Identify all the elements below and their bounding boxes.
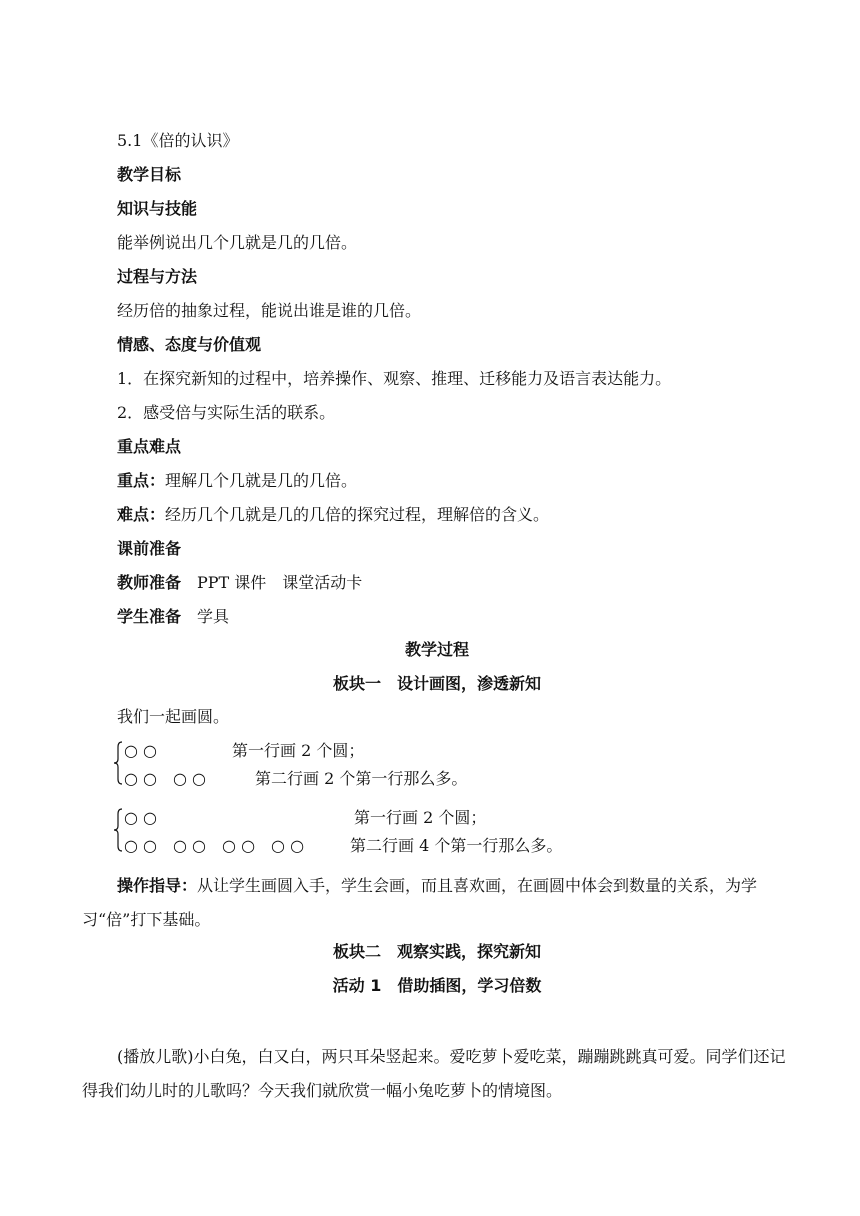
- goals-heading: 教学目标: [117, 165, 182, 184]
- guide-label: 操作指导：: [117, 876, 198, 895]
- teacher-prep-label: 教师准备: [117, 573, 182, 592]
- brace-icon: [113, 808, 123, 852]
- difficult-label: 难点：: [117, 505, 166, 524]
- student-prep-label: 学生准备: [117, 607, 182, 626]
- prep-heading: 课前准备: [117, 539, 182, 558]
- process-title: 教学过程: [404, 640, 469, 659]
- group1-row2-text: 第二行画 2 个第一行那么多。: [255, 769, 468, 788]
- key-heading: 重点难点: [117, 437, 182, 456]
- difficult-text: 经历几个几就是几的几倍的探究过程，理解倍的含义。: [165, 505, 550, 524]
- group2-row2-circles: ○ ○ ○ ○ ○ ○ ○ ○: [124, 836, 305, 855]
- key-point-text: 理解几个几就是几的几倍。: [165, 471, 358, 490]
- knowledge-text: 能举例说出几个几就是几的几倍。: [117, 233, 358, 252]
- song-paragraph: (播放儿歌)小白兔，白又白，两只耳朵竖起来。爱吃萝卜爱吃菜，蹦蹦跳跳真可爱。同学们还记得我们幼儿时的儿歌吗？今天我们就欣赏一幅小兔吃萝卜的情境图。: [82, 1047, 786, 1100]
- draw-intro: 我们一起画圆。: [117, 707, 230, 726]
- activity1-title: 活动 1 借助插图，学习倍数: [332, 976, 542, 995]
- lesson-title: 5.1《倍的认识》: [117, 131, 239, 150]
- teacher-prep: [117, 573, 362, 593]
- teacher-prep-text: PPT 课件 课堂活动卡: [197, 573, 363, 592]
- brace-icon: [113, 741, 123, 785]
- group1-row1-text: 第一行画 2 个圆；: [232, 741, 365, 760]
- group1-row2-circles: ○ ○ ○ ○: [124, 769, 207, 788]
- guide-text: 从让学生画圆入手，学生会画，而且喜欢画，在画圆中体会到数量的关系，为学习“倍”打下基础。: [82, 876, 758, 929]
- emotion-heading: 情感、态度与价值观: [117, 335, 262, 354]
- student-prep-text: 学具: [197, 607, 230, 626]
- process-heading: 过程与方法: [117, 267, 198, 286]
- process-text: 经历倍的抽象过程，能说出谁是谁的几倍。: [117, 301, 422, 320]
- knowledge-heading: 知识与技能: [117, 199, 198, 218]
- group2-row2-text: 第二行画 4 个第一行那么多。: [350, 836, 563, 855]
- guide-paragraph: [82, 869, 787, 937]
- emotion-item-2: 2．感受倍与实际生活的联系。: [117, 403, 336, 422]
- group2-row1-text: 第一行画 2 个圆；: [354, 808, 487, 827]
- block1-title: 板块一 设计画图，渗透新知: [332, 674, 541, 693]
- key-point: [117, 471, 357, 491]
- group2-row1-circles: ○ ○: [124, 808, 158, 827]
- student-prep: [117, 607, 229, 627]
- group1-row1-circles: ○ ○: [124, 741, 158, 760]
- block2-title: 板块二 观察实践，探究新知: [332, 942, 541, 961]
- difficult-point: [117, 505, 549, 525]
- key-point-label: 重点：: [117, 471, 166, 490]
- emotion-item-1: 1．在探究新知的过程中，培养操作、观察、推理、迁移能力及语言表达能力。: [117, 369, 672, 388]
